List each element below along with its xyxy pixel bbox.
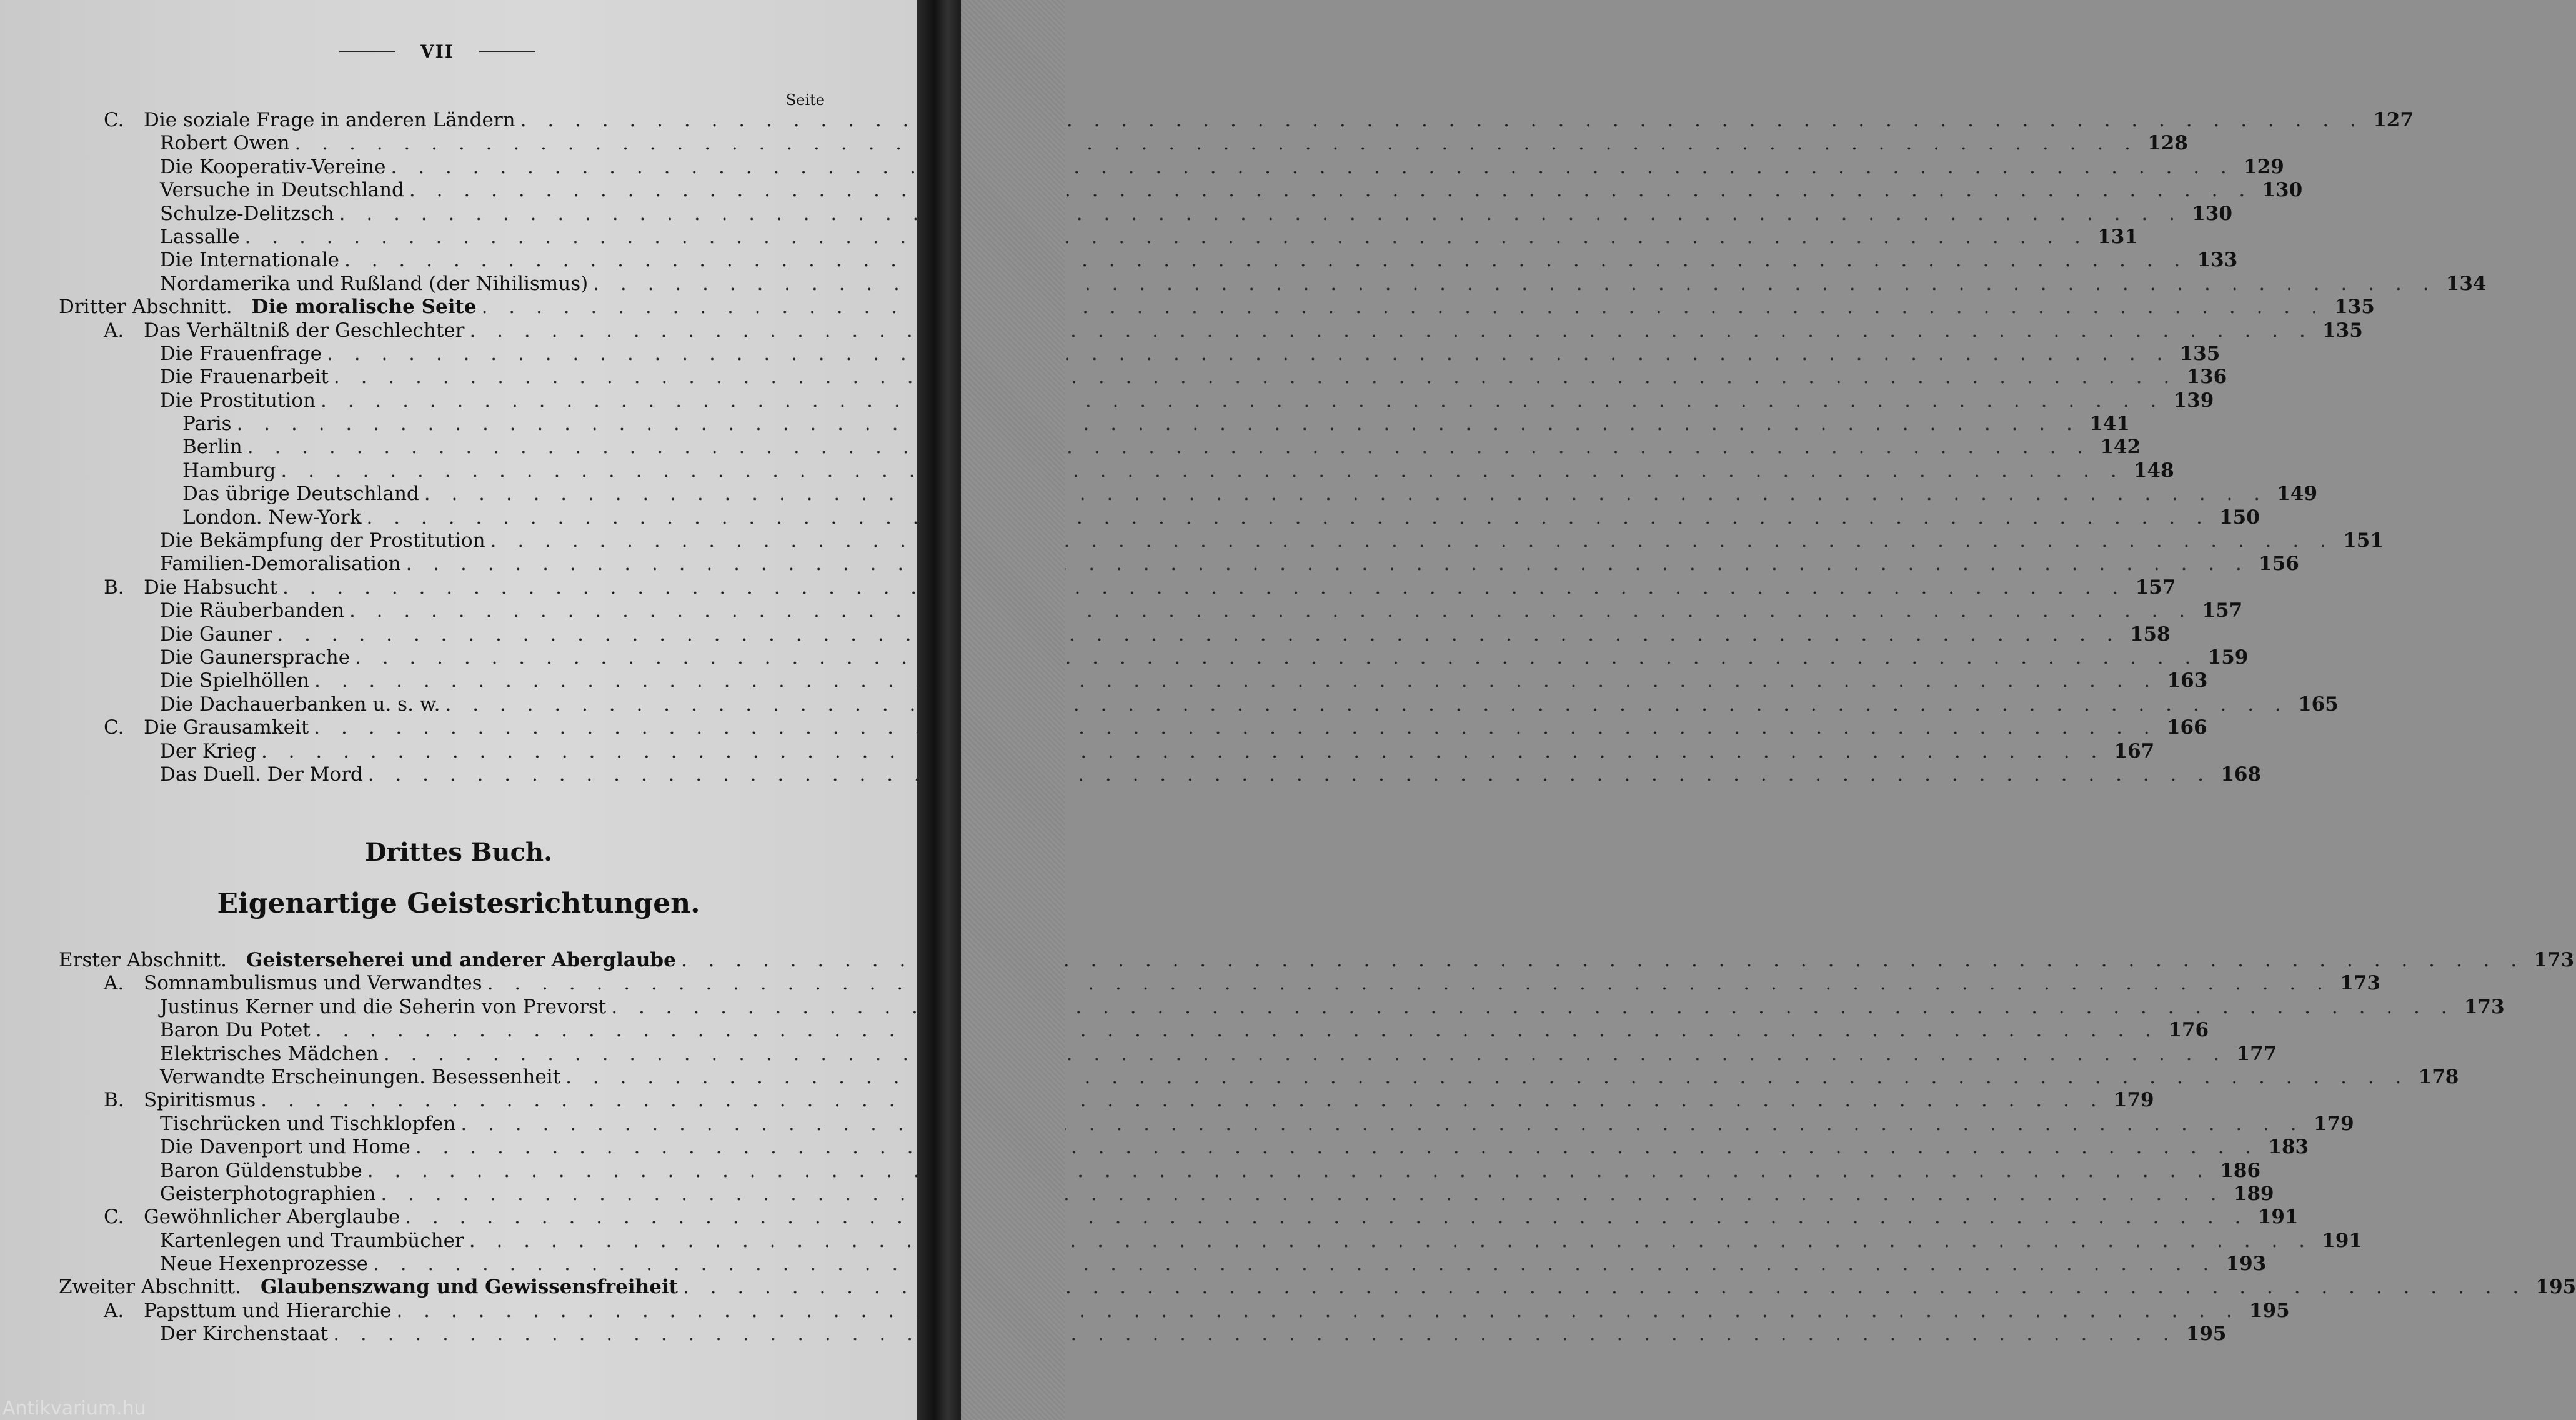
- toc-entry-text: Die Internationale: [160, 249, 339, 272]
- toc-entry-text: Robert Owen: [160, 132, 290, 155]
- toc-leader-dots: [237, 412, 2080, 436]
- toc-entry: [0, 1206, 2299, 1229]
- toc-entry-text: Lassalle: [160, 225, 240, 248]
- toc-entry-text: Hamburg: [182, 459, 276, 482]
- toc-page-number: 141: [2089, 412, 2130, 436]
- toc-page-number: 135: [2322, 319, 2363, 342]
- toc-entry: [0, 1136, 2309, 1159]
- toc-entry: [0, 949, 2575, 972]
- toc-entry-text: Die Gauner: [160, 622, 272, 646]
- toc-page-number: 179: [2313, 1112, 2354, 1135]
- toc-entry: [0, 622, 2171, 646]
- toc-page-number: 195: [2186, 1322, 2227, 1346]
- book-spine: [917, 0, 961, 1420]
- toc-leader-dots: [277, 623, 2120, 646]
- toc-leader-dots: [415, 1136, 2259, 1159]
- toc-entry-title: [160, 646, 350, 669]
- toc-entry-title: [144, 972, 482, 995]
- toc-entry-title: [160, 1182, 375, 1206]
- toc-page-number: 142: [2100, 436, 2141, 459]
- toc-leader-dots: [316, 1019, 2159, 1042]
- toc-entry-text: Baron Güldenstubbe: [160, 1159, 362, 1182]
- toc-page-number: 130: [2262, 179, 2303, 202]
- toc-entry-label: C.: [104, 716, 124, 739]
- toc-leader-dots: [339, 202, 2182, 226]
- toc-entry-text: Das Verhältniß der Geschlechter: [144, 319, 465, 342]
- toc-section-1: [0, 109, 2487, 786]
- toc-entry: [0, 1322, 2227, 1346]
- toc-leader-dots: [405, 1206, 2248, 1229]
- toc-entry: [0, 155, 2284, 179]
- toc-entry: [0, 552, 2299, 576]
- toc-entry-text: London. New-York: [182, 506, 362, 529]
- toc-entry: [0, 646, 2249, 669]
- toc-page-number: 176: [2168, 1019, 2209, 1042]
- toc-entry-title: [160, 599, 344, 622]
- toc-entry-title: [160, 1019, 311, 1042]
- toc-page-number: 186: [2220, 1159, 2261, 1182]
- toc-entry-title: [160, 1066, 560, 1089]
- toc-leader-dots: [334, 366, 2177, 389]
- toc-entry-title: [144, 109, 515, 132]
- toc-entry-title: [160, 342, 322, 366]
- toc-page-number: 135: [2179, 342, 2220, 365]
- toc-entry: [0, 272, 2487, 296]
- toc-entry-title: [160, 1322, 328, 1346]
- toc-entry-text: Die Räuberbanden: [160, 599, 344, 622]
- toc-entry: [0, 599, 2243, 622]
- toc-entry-title: [144, 319, 464, 342]
- toc-page-number: 157: [2135, 576, 2176, 599]
- toc-leader-dots: [409, 179, 2252, 202]
- toc-entry-text: Der Krieg: [160, 739, 256, 762]
- toc-leader-dots: [314, 669, 2157, 692]
- header-rule-right: [479, 51, 535, 52]
- toc-entry: [0, 762, 2262, 786]
- toc-entry-text: Baron Du Potet: [160, 1019, 311, 1042]
- toc-entry: [0, 389, 2214, 412]
- toc-entry-text: Die soziale Frage in anderen Ländern: [144, 109, 515, 131]
- toc-entry-label: A.: [104, 1299, 124, 1322]
- toc-leader-dots: [282, 576, 2126, 599]
- toc-page-number: 158: [2129, 622, 2171, 646]
- toc-leader-dots: [349, 599, 2192, 622]
- toc-entry-text: Neue Hexenprozesse: [160, 1252, 368, 1276]
- toc-leader-dots: [391, 156, 2234, 179]
- toc-entry: [0, 1112, 2354, 1136]
- toc-leader-dots: [281, 459, 2124, 482]
- toc-entry: [0, 1089, 2154, 1112]
- toc-entry: [0, 1159, 2261, 1182]
- toc-leader-dots: [384, 1042, 2227, 1066]
- toc-page-number: 133: [2197, 249, 2238, 272]
- toc-entry: [0, 202, 2232, 226]
- toc-leader-dots: [396, 1299, 2239, 1322]
- toc-page-number: 139: [2173, 389, 2214, 412]
- toc-entry-text: Die Kooperativ-Vereine: [160, 155, 386, 178]
- toc-leader-dots: [593, 272, 2436, 296]
- toc-leader-dots: [373, 1252, 2216, 1276]
- toc-entry-text: Geisterphotographien: [160, 1182, 376, 1205]
- toc-entry: [0, 109, 2414, 132]
- toc-page-number: 163: [2167, 669, 2208, 692]
- toc-entry-title: [160, 132, 290, 155]
- toc-entry-text: Elektrisches Mädchen: [160, 1042, 379, 1065]
- book-heading: Drittes Buch.: [364, 838, 553, 867]
- toc-entry: [0, 366, 2227, 389]
- toc-leader-dots: [367, 506, 2210, 529]
- toc-entry: [0, 342, 2220, 366]
- toc-entry: [0, 459, 2174, 482]
- toc-leader-dots: [295, 132, 2138, 155]
- toc-entry-title: [160, 552, 401, 576]
- toc-page-number: 130: [2192, 202, 2232, 225]
- toc-entry-text: Das übrige Deutschland: [182, 482, 419, 506]
- toc-entry-title: [182, 436, 242, 459]
- toc-entry-text: Gewöhnlicher Aberglaube: [144, 1206, 400, 1229]
- toc-entry-title: [182, 506, 362, 529]
- watermark: Antikvarium.hu: [2, 1398, 146, 1419]
- toc-entry-title: [160, 1252, 368, 1276]
- toc-entry: [0, 739, 2155, 763]
- toc-entry-title: [160, 623, 272, 646]
- toc-page-number: 151: [2343, 529, 2384, 552]
- toc-entry: [0, 716, 2207, 739]
- toc-entry-title: [160, 389, 316, 412]
- toc-entry: [0, 225, 2138, 249]
- toc-entry-text: Tischrücken und Tischklopfen: [160, 1112, 456, 1135]
- toc-page-number: 178: [2418, 1065, 2459, 1088]
- toc-page-number: 191: [2257, 1206, 2299, 1229]
- toc-entry-title: [160, 669, 309, 692]
- toc-entry: [0, 412, 2130, 436]
- toc-page-number: 131: [2097, 225, 2138, 248]
- toc-entry: [0, 1042, 2277, 1066]
- toc-entry-label: C.: [104, 109, 124, 131]
- toc-entry-title: [144, 1299, 391, 1322]
- toc-entry: [0, 1065, 2459, 1089]
- toc-entry-title: [160, 1042, 379, 1066]
- toc-page-number: 165: [2298, 692, 2339, 716]
- toc-leader-dots: [565, 1066, 2409, 1089]
- toc-page-number: 195: [2249, 1299, 2290, 1322]
- toc-entry-title: [160, 226, 240, 249]
- toc-page-number: 173: [2534, 949, 2575, 971]
- toc-page-number: 179: [2113, 1089, 2154, 1112]
- toc-entry-text: Die Dachauerbanken u. s. w.: [160, 692, 440, 716]
- toc-entry-text: Schulze-Delitzsch: [160, 202, 334, 225]
- toc-entry-text: Die Prostitution: [160, 389, 316, 412]
- toc-page-number: 127: [2373, 109, 2414, 131]
- toc-leader-dots: [327, 342, 2170, 366]
- toc-page-number: 134: [2445, 272, 2487, 295]
- toc-leader-dots: [245, 226, 2088, 249]
- book-subheading: Eigenartige Geistesrichtungen.: [217, 888, 700, 919]
- toc-entry: [0, 1229, 2363, 1252]
- toc-entry-title: [160, 1112, 455, 1136]
- toc-entry: [0, 1252, 2267, 1276]
- toc-page-number: 135: [2334, 296, 2375, 319]
- toc-leader-dots: [520, 109, 2364, 132]
- toc-entry-text: Erster Abschnitt.: [59, 949, 227, 971]
- toc-entry-title: [160, 996, 606, 1019]
- toc-leader-dots: [469, 1229, 2312, 1252]
- toc-leader-dots: [261, 740, 2104, 763]
- toc-leader-dots: [321, 389, 2164, 412]
- toc-entry-text: Der Kirchenstaat: [160, 1322, 329, 1346]
- toc-page-number: 183: [2268, 1136, 2309, 1159]
- toc-entry-text: Papsttum und Hierarchie: [144, 1299, 392, 1322]
- toc-entry-bold-title: Geisterseherei und anderer Aberglaube: [246, 949, 676, 971]
- toc-entry: [0, 436, 2141, 459]
- toc-entry-title: [182, 459, 276, 482]
- toc-entry-text: Verwandte Erscheinungen. Besessenheit: [160, 1065, 561, 1088]
- toc-entry-label: A.: [104, 319, 124, 342]
- toc-page-number: 173: [2464, 995, 2505, 1018]
- toc-entry-label: B.: [104, 576, 124, 599]
- toc-entry: [0, 1299, 2290, 1322]
- toc-entry-title: [160, 156, 386, 179]
- toc-page-number: 191: [2322, 1229, 2363, 1252]
- toc-page-number: 129: [2244, 155, 2284, 178]
- toc-entry: [0, 995, 2505, 1019]
- toc-page-number: 167: [2114, 739, 2155, 762]
- page-header: [337, 39, 537, 64]
- toc-leader-dots: [460, 1112, 2304, 1136]
- toc-entry-title: [160, 763, 363, 786]
- toc-entry: [0, 296, 2375, 319]
- toc-entry-text: Versuche in Deutschland: [160, 179, 404, 202]
- toc-leader-dots: [314, 716, 2157, 739]
- toc-entry-title: [144, 1089, 256, 1112]
- page-number: VII: [420, 41, 454, 62]
- toc-page-number: 195: [2535, 1276, 2576, 1299]
- toc-entry-text: Die Habsucht: [144, 576, 277, 599]
- toc-entry-text: Nordamerika und Rußland (der Nihilismus): [160, 272, 589, 295]
- toc-leader-dots: [406, 552, 2249, 576]
- toc-entry: [0, 506, 2260, 529]
- toc-leader-dots: [380, 1182, 2224, 1206]
- toc-entry-title: [182, 482, 419, 506]
- toc-entry-text: Die Frauenfrage: [160, 342, 322, 365]
- toc-entry: [0, 529, 2384, 552]
- toc-page-number: 168: [2220, 762, 2262, 786]
- toc-entry-title: [144, 576, 277, 599]
- toc-entry-title: [59, 296, 477, 319]
- toc-entry-bold-title: Die moralische Seite: [251, 296, 477, 319]
- toc-entry-text: Kartenlegen und Traumbücher: [160, 1229, 464, 1252]
- toc-leader-dots: [344, 249, 2187, 272]
- toc-entry-text: Die Gaunersprache: [160, 646, 351, 669]
- toc-entry-text: Die Frauenarbeit: [160, 366, 329, 389]
- toc-entry-title: [144, 1206, 400, 1229]
- toc-entry-title: [144, 716, 309, 739]
- toc-entry: [0, 1182, 2274, 1206]
- toc-entry-label: C.: [104, 1206, 124, 1229]
- toc-entry-text: Spiritismus: [144, 1089, 256, 1112]
- toc-leader-dots: [367, 1159, 2210, 1182]
- toc-entry-title: [160, 1159, 362, 1182]
- toc-entry-text: Die Grausamkeit: [144, 716, 309, 739]
- toc-page-number: 148: [2133, 459, 2174, 482]
- toc-page-number: 136: [2186, 366, 2227, 389]
- toc-entry-title: [59, 1276, 678, 1299]
- toc-entry-title: [182, 412, 232, 436]
- toc-page-number: 157: [2202, 599, 2243, 622]
- toc-page-number: 159: [2207, 646, 2249, 669]
- toc-entry-text: Justinus Kerner und die Seherin von Prevorst: [160, 995, 607, 1018]
- toc-entry: [0, 179, 2303, 202]
- toc-leader-dots: [482, 296, 2325, 319]
- toc-section-2: [0, 949, 2576, 1346]
- toc-entry-label: A.: [104, 972, 124, 995]
- toc-entry: [0, 669, 2208, 692]
- toc-entry: [0, 576, 2176, 599]
- toc-leader-dots: [247, 436, 2091, 459]
- toc-page-number: 189: [2233, 1182, 2274, 1205]
- toc-page-number: 149: [2277, 482, 2318, 506]
- toc-page-number: 177: [2236, 1042, 2277, 1065]
- toc-leader-dots: [490, 529, 2334, 552]
- toc-entry-text: Dritter Abschnitt.: [59, 296, 232, 319]
- toc-entry: [0, 482, 2318, 506]
- toc-entry-text: Familien-Demoralisation: [160, 552, 401, 576]
- toc-page-number: 193: [2225, 1252, 2267, 1276]
- toc-entry: [0, 319, 2363, 342]
- toc-entry-text: Die Spielhöllen: [160, 669, 309, 692]
- toc-entry-bold-title: Glaubenszwang und Gewissensfreiheit: [260, 1276, 678, 1299]
- toc-leader-dots: [333, 1322, 2176, 1346]
- toc-entry: [0, 1019, 2209, 1042]
- page-column-label: Seite: [785, 91, 825, 109]
- toc-page-number: 173: [2340, 972, 2380, 995]
- toc-page-number: 150: [2219, 506, 2260, 529]
- toc-entry: [0, 132, 2188, 155]
- toc-entry-title: [160, 1229, 464, 1252]
- toc-entry-title: [160, 366, 329, 389]
- toc-entry: [0, 692, 2339, 716]
- toc-entry-title: [160, 693, 440, 716]
- toc-leader-dots: [487, 972, 2330, 995]
- toc-page-number: 156: [2259, 552, 2299, 576]
- toc-entry-text: Paris: [182, 412, 232, 436]
- toc-entry-text: Das Duell. Der Mord: [160, 762, 363, 786]
- toc-entry-title: [160, 529, 485, 552]
- toc-entry-title: [160, 740, 256, 763]
- toc-leader-dots: [355, 646, 2198, 669]
- book-cover-board: [961, 0, 1065, 1420]
- toc-entry: [0, 1276, 2576, 1299]
- toc-entry-title: [160, 272, 588, 296]
- toc-page-number: 128: [2147, 132, 2188, 155]
- toc-entry-title: [160, 1136, 410, 1159]
- toc-entry: [0, 249, 2238, 272]
- toc-entry-text: Zweiter Abschnitt.: [59, 1276, 241, 1299]
- toc-leader-dots: [368, 763, 2211, 786]
- toc-entry-title: [160, 202, 334, 226]
- toc-entry-title: [160, 249, 339, 272]
- toc-leader-dots: [469, 319, 2312, 342]
- toc-leader-dots: [445, 693, 2289, 716]
- toc-entry-text: Die Davenport und Home: [160, 1136, 410, 1159]
- toc-entry-title: [160, 179, 404, 202]
- toc-leader-dots: [611, 996, 2454, 1019]
- toc-leader-dots: [261, 1089, 2104, 1112]
- toc-entry-title: [59, 949, 676, 972]
- toc-entry: [0, 972, 2380, 995]
- toc-entry-text: Die Bekämpfung der Prostitution: [160, 529, 485, 552]
- toc-leader-dots: [424, 482, 2267, 506]
- toc-entry-text: Somnambulismus und Verwandtes: [144, 972, 482, 995]
- header-rule-left: [339, 51, 395, 52]
- toc-entry-label: B.: [104, 1089, 124, 1112]
- toc-entry-text: Berlin: [182, 436, 242, 459]
- toc-page-number: 166: [2166, 716, 2207, 739]
